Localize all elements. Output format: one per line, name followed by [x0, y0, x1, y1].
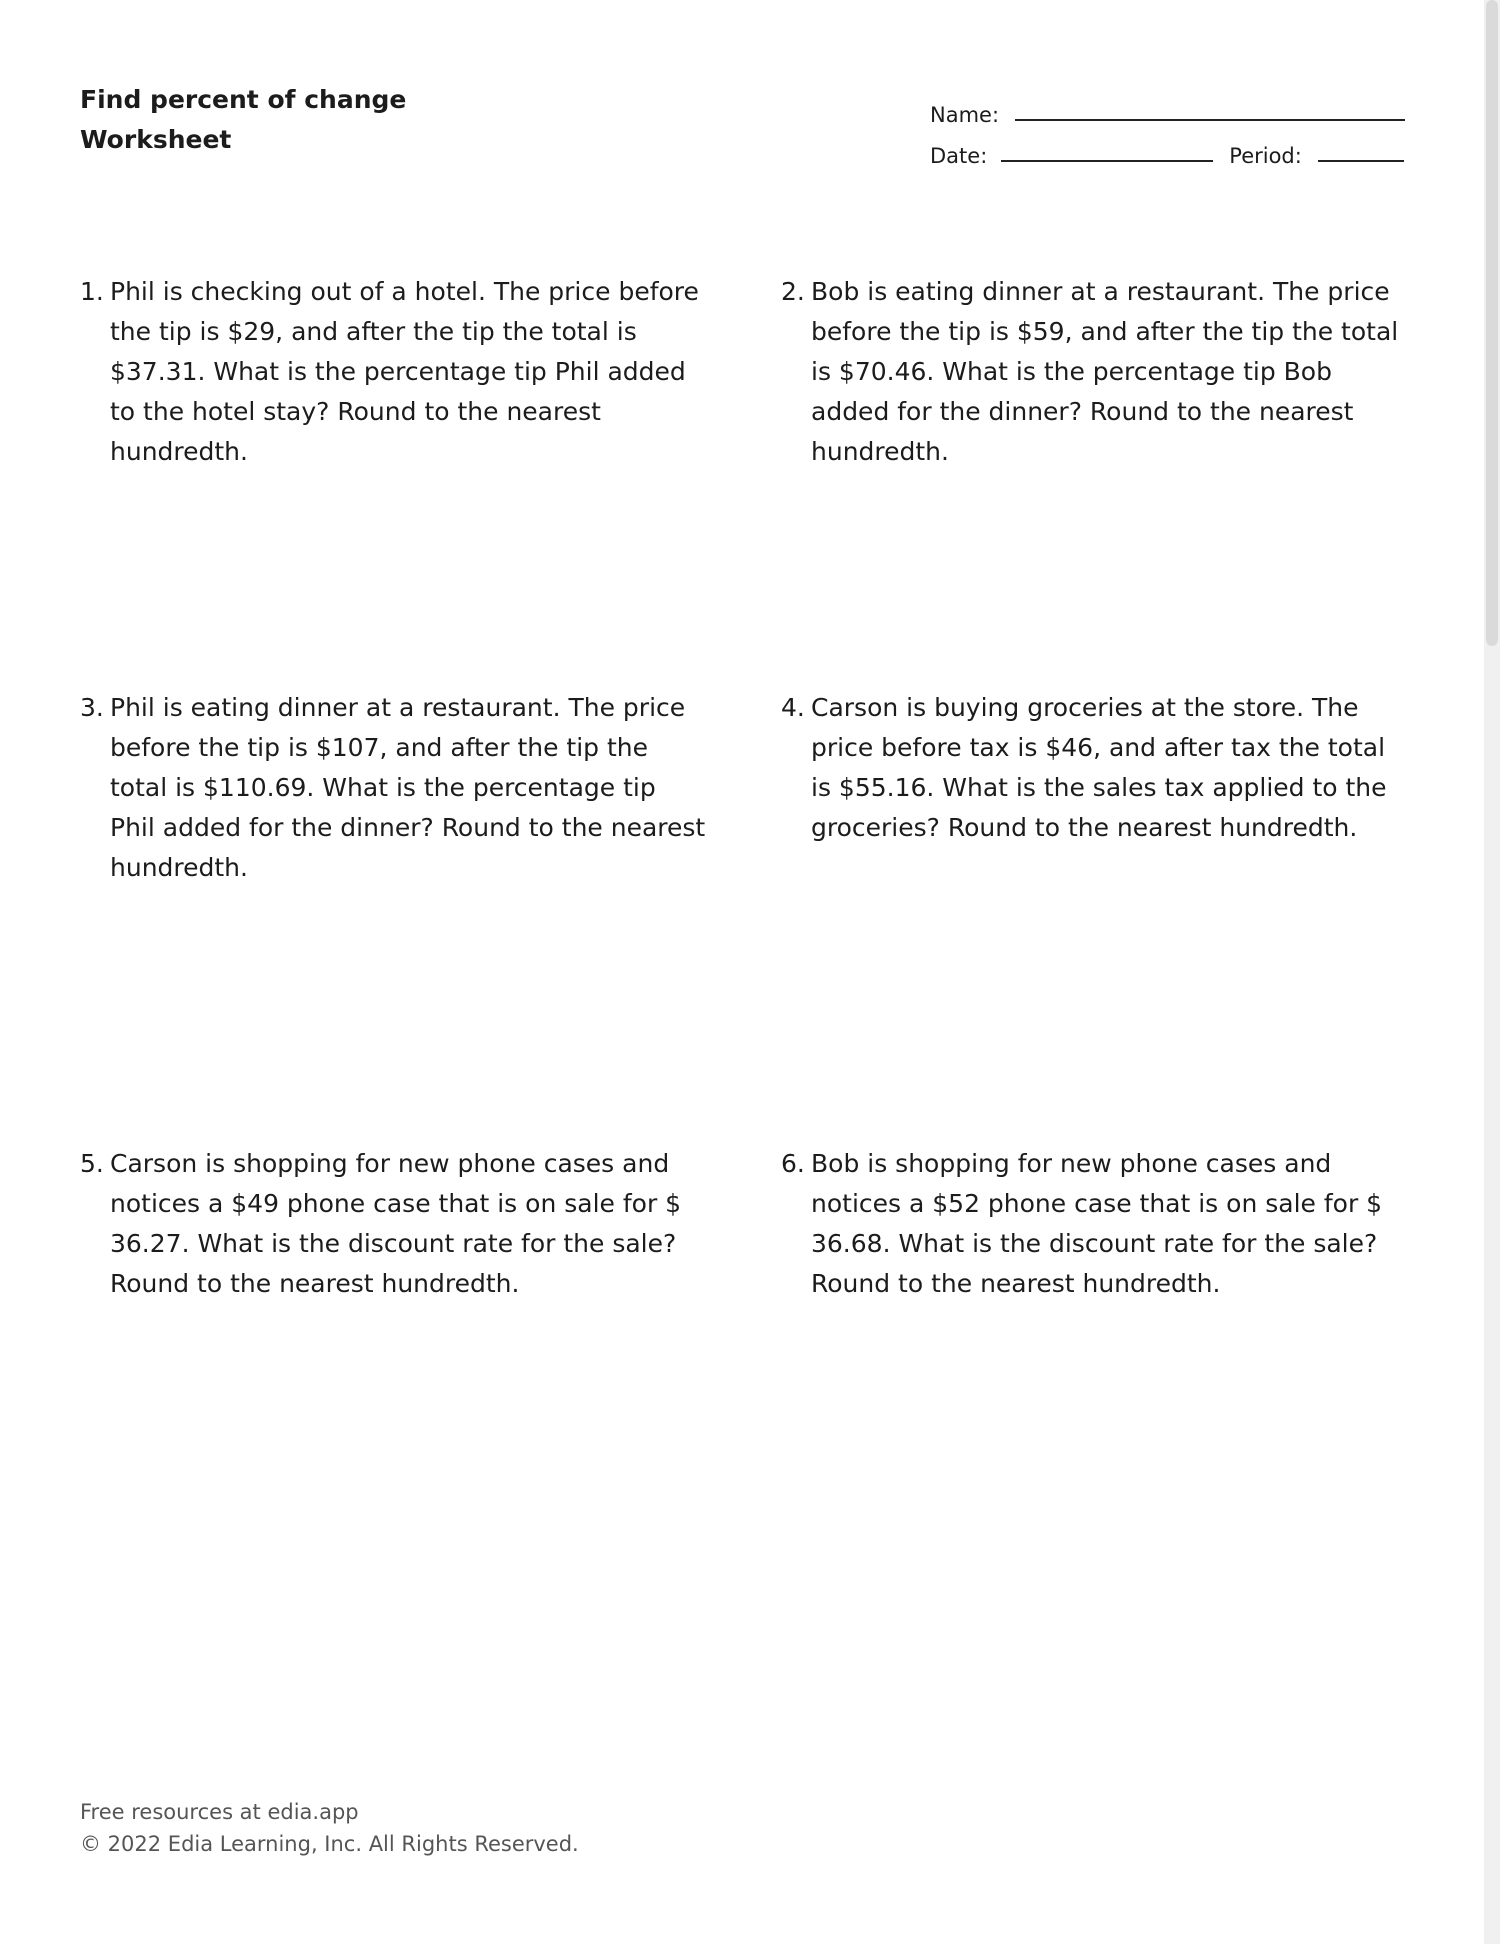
problem-number: 4. — [781, 693, 805, 722]
title-block — [80, 80, 406, 160]
problem-text: Bob is shopping for new phone cases and notices a $52 phone case that is on sale for $ 36.68. What is the discount rate for the sale? Round to the nearest hundredth. — [811, 1149, 1383, 1298]
period-label: Period: — [1229, 144, 1302, 168]
problem-4 — [781, 688, 1407, 848]
footer-copyright: © 2022 Edia Learning, Inc. All Rights Reserved. — [80, 1832, 579, 1856]
problem-text: Carson is shopping for new phone cases and notices a $49 phone case that is on sale for $ 36.27. What is the discount rate for the sale? Round to the nearest hundredth. — [110, 1149, 682, 1298]
scrollbar-thumb[interactable] — [1486, 0, 1498, 646]
problem-1 — [80, 272, 706, 472]
problem-text: Phil is eating dinner at a restaurant. The price before the tip is $107, and after the tip the total is $110.69. What is the percentage tip Phil added for the dinner? Round to the nearest hundredth. — [110, 693, 706, 882]
problem-number: 3. — [80, 693, 104, 722]
footer-resources-link[interactable]: Free resources at edia.app — [80, 1800, 359, 1824]
problem-2 — [781, 272, 1407, 472]
problem-3 — [80, 688, 706, 888]
name-blank-line — [1015, 99, 1405, 121]
problem-number: 5. — [80, 1149, 104, 1178]
student-info-fields — [930, 86, 1406, 168]
date-blank-line — [1001, 140, 1213, 162]
worksheet-title: Find percent of change — [80, 85, 407, 114]
problem-6 — [781, 1144, 1407, 1304]
period-blank-line — [1318, 140, 1404, 162]
vertical-scrollbar[interactable] — [1484, 0, 1500, 1944]
problem-number: 6. — [781, 1149, 805, 1178]
problem-text: Bob is eating dinner at a restaurant. The price before the tip is $59, and after the tip the total is $70.46. What is the percentage tip Bob added for the dinner? Round to the nearest hundredth. — [811, 277, 1399, 466]
name-field-row — [930, 86, 1406, 127]
problem-text: Phil is checking out of a hotel. The price before the tip is $29, and after the tip the total is $37.31. What is the percentage tip Phil added to the hotel stay? Round to the nearest hundredth. — [110, 277, 699, 466]
problem-text: Carson is buying groceries at the store. The price before tax is $46, and after tax the total is $55.16. What is the sales tax applied to the groceries? Round to the nearest hundredth. — [811, 693, 1387, 842]
name-label: Name: — [930, 103, 1000, 127]
worksheet-subtitle: Worksheet — [80, 125, 232, 154]
problem-5 — [80, 1144, 706, 1304]
problem-number: 1. — [80, 277, 104, 306]
date-period-row — [930, 127, 1406, 168]
problem-number: 2. — [781, 277, 805, 306]
date-label: Date: — [930, 144, 988, 168]
footer — [80, 1796, 579, 1860]
